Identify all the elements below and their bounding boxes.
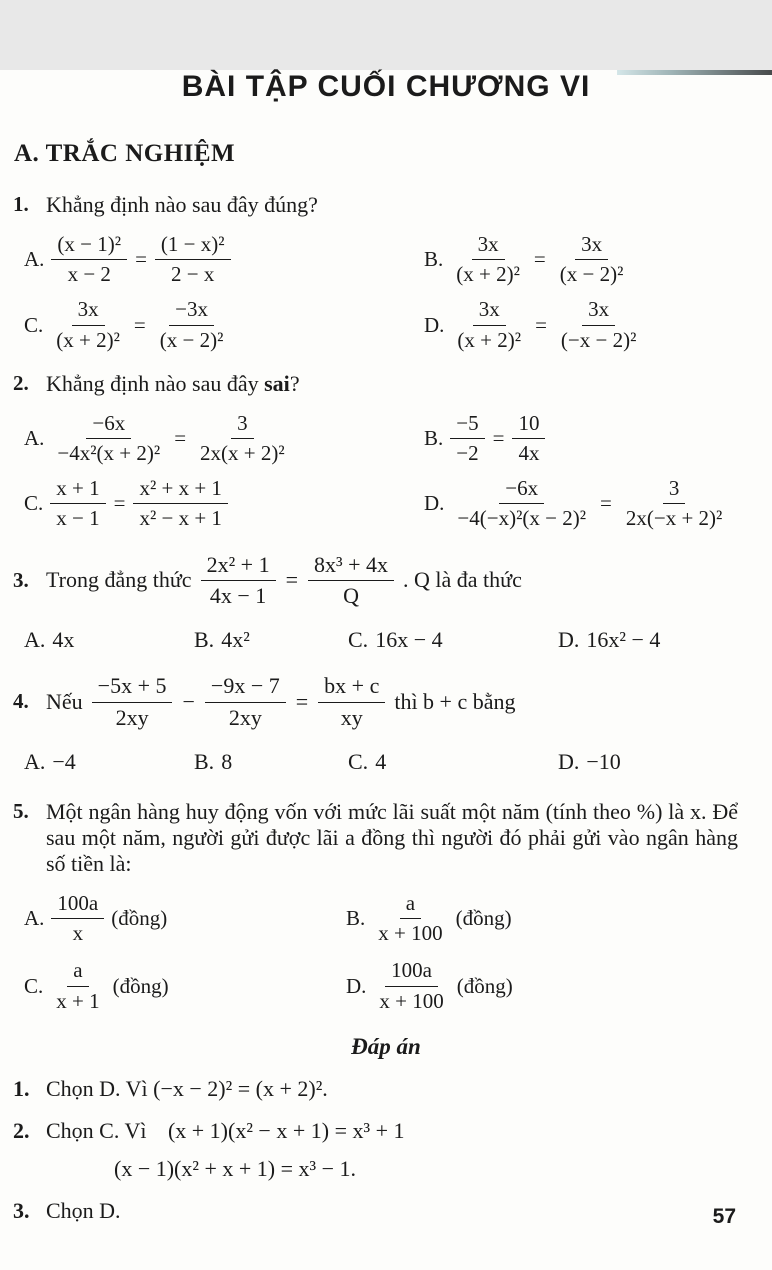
question-block-4	[0, 673, 738, 731]
answer-key-heading: Đáp án	[351, 1033, 421, 1059]
fraction	[308, 552, 394, 610]
option-5c	[24, 958, 346, 1013]
fraction-numerator: 100a	[385, 958, 438, 986]
fraction-numerator: 10	[512, 411, 545, 439]
option-value: 16x − 4	[375, 627, 443, 653]
fraction	[554, 232, 630, 287]
section-heading: A. TRẮC NGHIỆM	[14, 140, 236, 167]
answer-equation-line1: (x + 1)(x² − x + 1) = x³ + 1	[167, 1117, 405, 1143]
fraction-numerator: 3x	[72, 297, 105, 325]
fraction	[155, 232, 231, 287]
fraction-denominator: (x − 2)²	[159, 327, 224, 352]
fraction-denominator: (−x − 2)²	[560, 327, 637, 352]
option-2d	[424, 476, 772, 531]
fraction	[194, 411, 291, 466]
fraction-numerator: 3	[663, 476, 686, 504]
equals-sign: =	[174, 425, 187, 450]
option-value: 16x² − 4	[586, 627, 661, 653]
equals-sign: =	[533, 247, 546, 272]
fraction-numerator: a	[67, 958, 88, 986]
option-5d	[346, 958, 772, 1013]
option-label: D.	[558, 749, 580, 775]
option-value: −10	[586, 749, 621, 775]
question-equation	[46, 552, 738, 610]
option-4b	[194, 749, 348, 775]
fraction-denominator: −2	[456, 440, 479, 465]
fraction	[51, 232, 127, 287]
equals-sign: =	[600, 491, 612, 516]
option-1a	[24, 232, 424, 287]
question-number: 5.	[13, 799, 29, 824]
fraction-denominator: −4(−x)²(x − 2)²	[457, 506, 587, 531]
question-1-options	[0, 232, 772, 353]
option-3b	[194, 627, 348, 653]
option-3c	[348, 627, 558, 653]
fraction	[205, 673, 286, 731]
fraction-numerator: 3	[231, 411, 254, 439]
option-label: C.	[24, 491, 44, 516]
option-value: 4x	[52, 627, 75, 653]
answer-number: 3.	[13, 1197, 30, 1223]
fraction	[50, 476, 105, 531]
fraction-numerator: 3x	[575, 232, 608, 260]
option-label: B.	[424, 247, 444, 272]
fraction	[154, 297, 230, 352]
fraction-numerator: 100a	[51, 891, 104, 919]
question-text: . Q là đa thức	[403, 567, 522, 593]
answer-text: Chọn C. Vì	[46, 1117, 147, 1143]
fraction-numerator: −5x + 5	[92, 673, 173, 702]
fraction-denominator: (x + 2)²	[56, 327, 120, 352]
fraction	[133, 476, 227, 531]
option-2c	[24, 476, 424, 531]
fraction	[450, 411, 484, 466]
fraction	[50, 958, 105, 1013]
question-number: 2.	[13, 370, 29, 395]
option-label: D.	[558, 627, 580, 653]
fraction	[92, 673, 173, 731]
fraction-denominator: x	[72, 921, 84, 946]
question-block-5	[0, 799, 738, 877]
fraction	[512, 411, 545, 466]
fraction-denominator: 2xy	[115, 704, 149, 730]
answer-text: Chọn D. Vì (−x − 2)² = (x + 2)².	[46, 1075, 328, 1101]
option-label: B.	[194, 749, 215, 775]
answer-item-2	[0, 1118, 772, 1144]
fraction-numerator: −3x	[169, 297, 214, 325]
option-3d	[558, 627, 772, 653]
option-value: 4	[375, 749, 387, 775]
fraction	[451, 297, 527, 352]
fraction-denominator: 2x(−x + 2)²	[625, 506, 723, 531]
question-2-options	[0, 411, 772, 532]
option-label: B.	[424, 425, 444, 450]
fraction-denominator: xy	[340, 704, 363, 730]
answer-item-3	[0, 1198, 772, 1224]
option-4d	[558, 749, 772, 775]
equals-sign: =	[285, 567, 298, 593]
option-label: C.	[24, 312, 44, 337]
question-text: Khẳng định nào sau đây đúng?	[46, 192, 318, 217]
answer-equation-line2: (x − 1)(x² + x + 1) = x³ − 1.	[114, 1155, 357, 1181]
option-5a	[24, 891, 346, 946]
answer-number: 1.	[13, 1075, 30, 1101]
option-label: A.	[24, 627, 46, 653]
fraction-numerator: a	[400, 891, 421, 919]
question-text: Một ngân hàng huy động vốn với mức lãi suất một năm (tính theo %) là x. Để sau một năm, người gửi được lãi a đồng thì người đó phải gửi vào ngân hàng số tiền là:	[46, 799, 738, 877]
option-unit: (đồng)	[456, 973, 513, 998]
fraction-denominator: 4x	[518, 440, 540, 465]
fraction-denominator: x² − x + 1	[139, 506, 222, 531]
option-label: A.	[24, 425, 45, 450]
question-text: Trong đẳng thức	[46, 567, 192, 593]
fraction-denominator: x + 1	[56, 988, 100, 1013]
fraction	[51, 411, 166, 466]
fraction-numerator: 3x	[582, 297, 615, 325]
fraction-numerator: (1 − x)²	[155, 232, 231, 260]
fraction	[51, 891, 104, 946]
fraction-numerator: 2x² + 1	[201, 552, 276, 581]
question-block-2	[0, 371, 738, 397]
question-text: Nếu	[46, 689, 83, 715]
equals-sign: =	[535, 312, 547, 337]
option-label: D.	[346, 973, 367, 998]
option-1b	[424, 232, 772, 287]
question-number: 1.	[13, 192, 29, 216]
fraction-denominator: −4x²(x + 2)²	[57, 440, 161, 465]
page-title: BÀI TẬP CUỐI CHƯƠNG VI	[181, 70, 591, 103]
option-4c	[348, 749, 558, 775]
fraction	[450, 232, 526, 287]
fraction	[201, 552, 276, 610]
fraction-denominator: x − 1	[56, 506, 100, 531]
fraction-numerator: −9x − 7	[205, 673, 286, 702]
option-4a	[24, 749, 194, 775]
fraction-denominator: (x + 2)²	[456, 262, 520, 287]
equals-sign: =	[135, 247, 147, 272]
question-number: 3.	[13, 567, 29, 592]
fraction-denominator: 2x(x + 2)²	[200, 440, 285, 465]
fraction-numerator: (x − 1)²	[51, 232, 127, 260]
option-label: D.	[424, 491, 445, 516]
fraction-denominator: 2xy	[228, 704, 262, 730]
fraction	[620, 476, 728, 531]
equals-sign: =	[492, 425, 505, 450]
option-value: −4	[52, 749, 76, 775]
option-2a	[24, 411, 424, 466]
fraction-denominator: x + 100	[379, 988, 444, 1013]
fraction-numerator: −5	[450, 411, 484, 439]
question-number: 4.	[13, 689, 29, 714]
option-label: A.	[24, 906, 45, 931]
scan-artifact-corner	[617, 70, 772, 75]
fraction-denominator: x + 100	[378, 921, 443, 946]
fraction	[50, 297, 126, 352]
option-label: C.	[348, 627, 369, 653]
fraction-numerator: x² + x + 1	[133, 476, 227, 504]
fraction	[451, 476, 592, 531]
option-label: B.	[194, 627, 215, 653]
option-unit: (đồng)	[455, 906, 512, 931]
fraction-numerator: −6x	[86, 411, 131, 439]
option-value: 4x²	[221, 627, 250, 653]
fraction-numerator: 3x	[472, 232, 505, 260]
fraction-denominator: Q	[343, 582, 359, 608]
answer-text: Chọn D.	[46, 1197, 121, 1223]
question-equation	[46, 673, 738, 731]
answer-number: 2.	[13, 1117, 30, 1143]
fraction-numerator: 8x³ + 4x	[308, 552, 394, 581]
question-4-options	[0, 749, 772, 775]
fraction-numerator: 3x	[473, 297, 506, 325]
page-number: 57	[712, 1205, 736, 1228]
question-text: Khẳng định nào sau đây sai?	[46, 370, 300, 396]
fraction-denominator: 2 − x	[171, 262, 215, 287]
answer-item-1	[0, 1076, 772, 1102]
fraction-denominator: (x − 2)²	[559, 262, 624, 287]
question-block-1	[0, 192, 738, 218]
option-label: A.	[24, 749, 46, 775]
minus-sign: −	[182, 689, 195, 715]
fraction-denominator: 4x − 1	[209, 582, 267, 608]
option-label: B.	[346, 906, 366, 931]
fraction-numerator: x + 1	[50, 476, 105, 504]
option-label: C.	[348, 749, 369, 775]
question-keyword: sai	[264, 370, 290, 396]
fraction-numerator: bx + c	[318, 673, 385, 702]
document-page	[0, 70, 772, 1270]
fraction	[372, 891, 448, 946]
option-2b	[424, 411, 772, 466]
option-label: A.	[24, 247, 45, 272]
question-block-3	[0, 552, 738, 610]
equals-sign: =	[113, 491, 126, 516]
question-5-options	[0, 891, 772, 1014]
equals-sign: =	[133, 312, 146, 337]
option-3a	[24, 627, 194, 653]
fraction-denominator: (x + 2)²	[457, 327, 522, 352]
fraction-numerator: −6x	[499, 476, 544, 504]
option-unit: (đồng)	[111, 906, 168, 931]
fraction	[555, 297, 642, 352]
option-unit: (đồng)	[112, 973, 169, 998]
option-5b	[346, 891, 772, 946]
fraction	[318, 673, 385, 731]
option-1d	[424, 297, 772, 352]
option-1c	[24, 297, 424, 352]
option-label: C.	[24, 973, 44, 998]
question-3-options	[0, 627, 772, 653]
fraction	[373, 958, 449, 1013]
option-value: 8	[221, 749, 233, 775]
equals-sign: =	[295, 689, 309, 715]
option-label: D.	[424, 312, 445, 337]
fraction-denominator: x − 2	[67, 262, 111, 287]
question-text: thì b + c bằng	[394, 689, 516, 715]
